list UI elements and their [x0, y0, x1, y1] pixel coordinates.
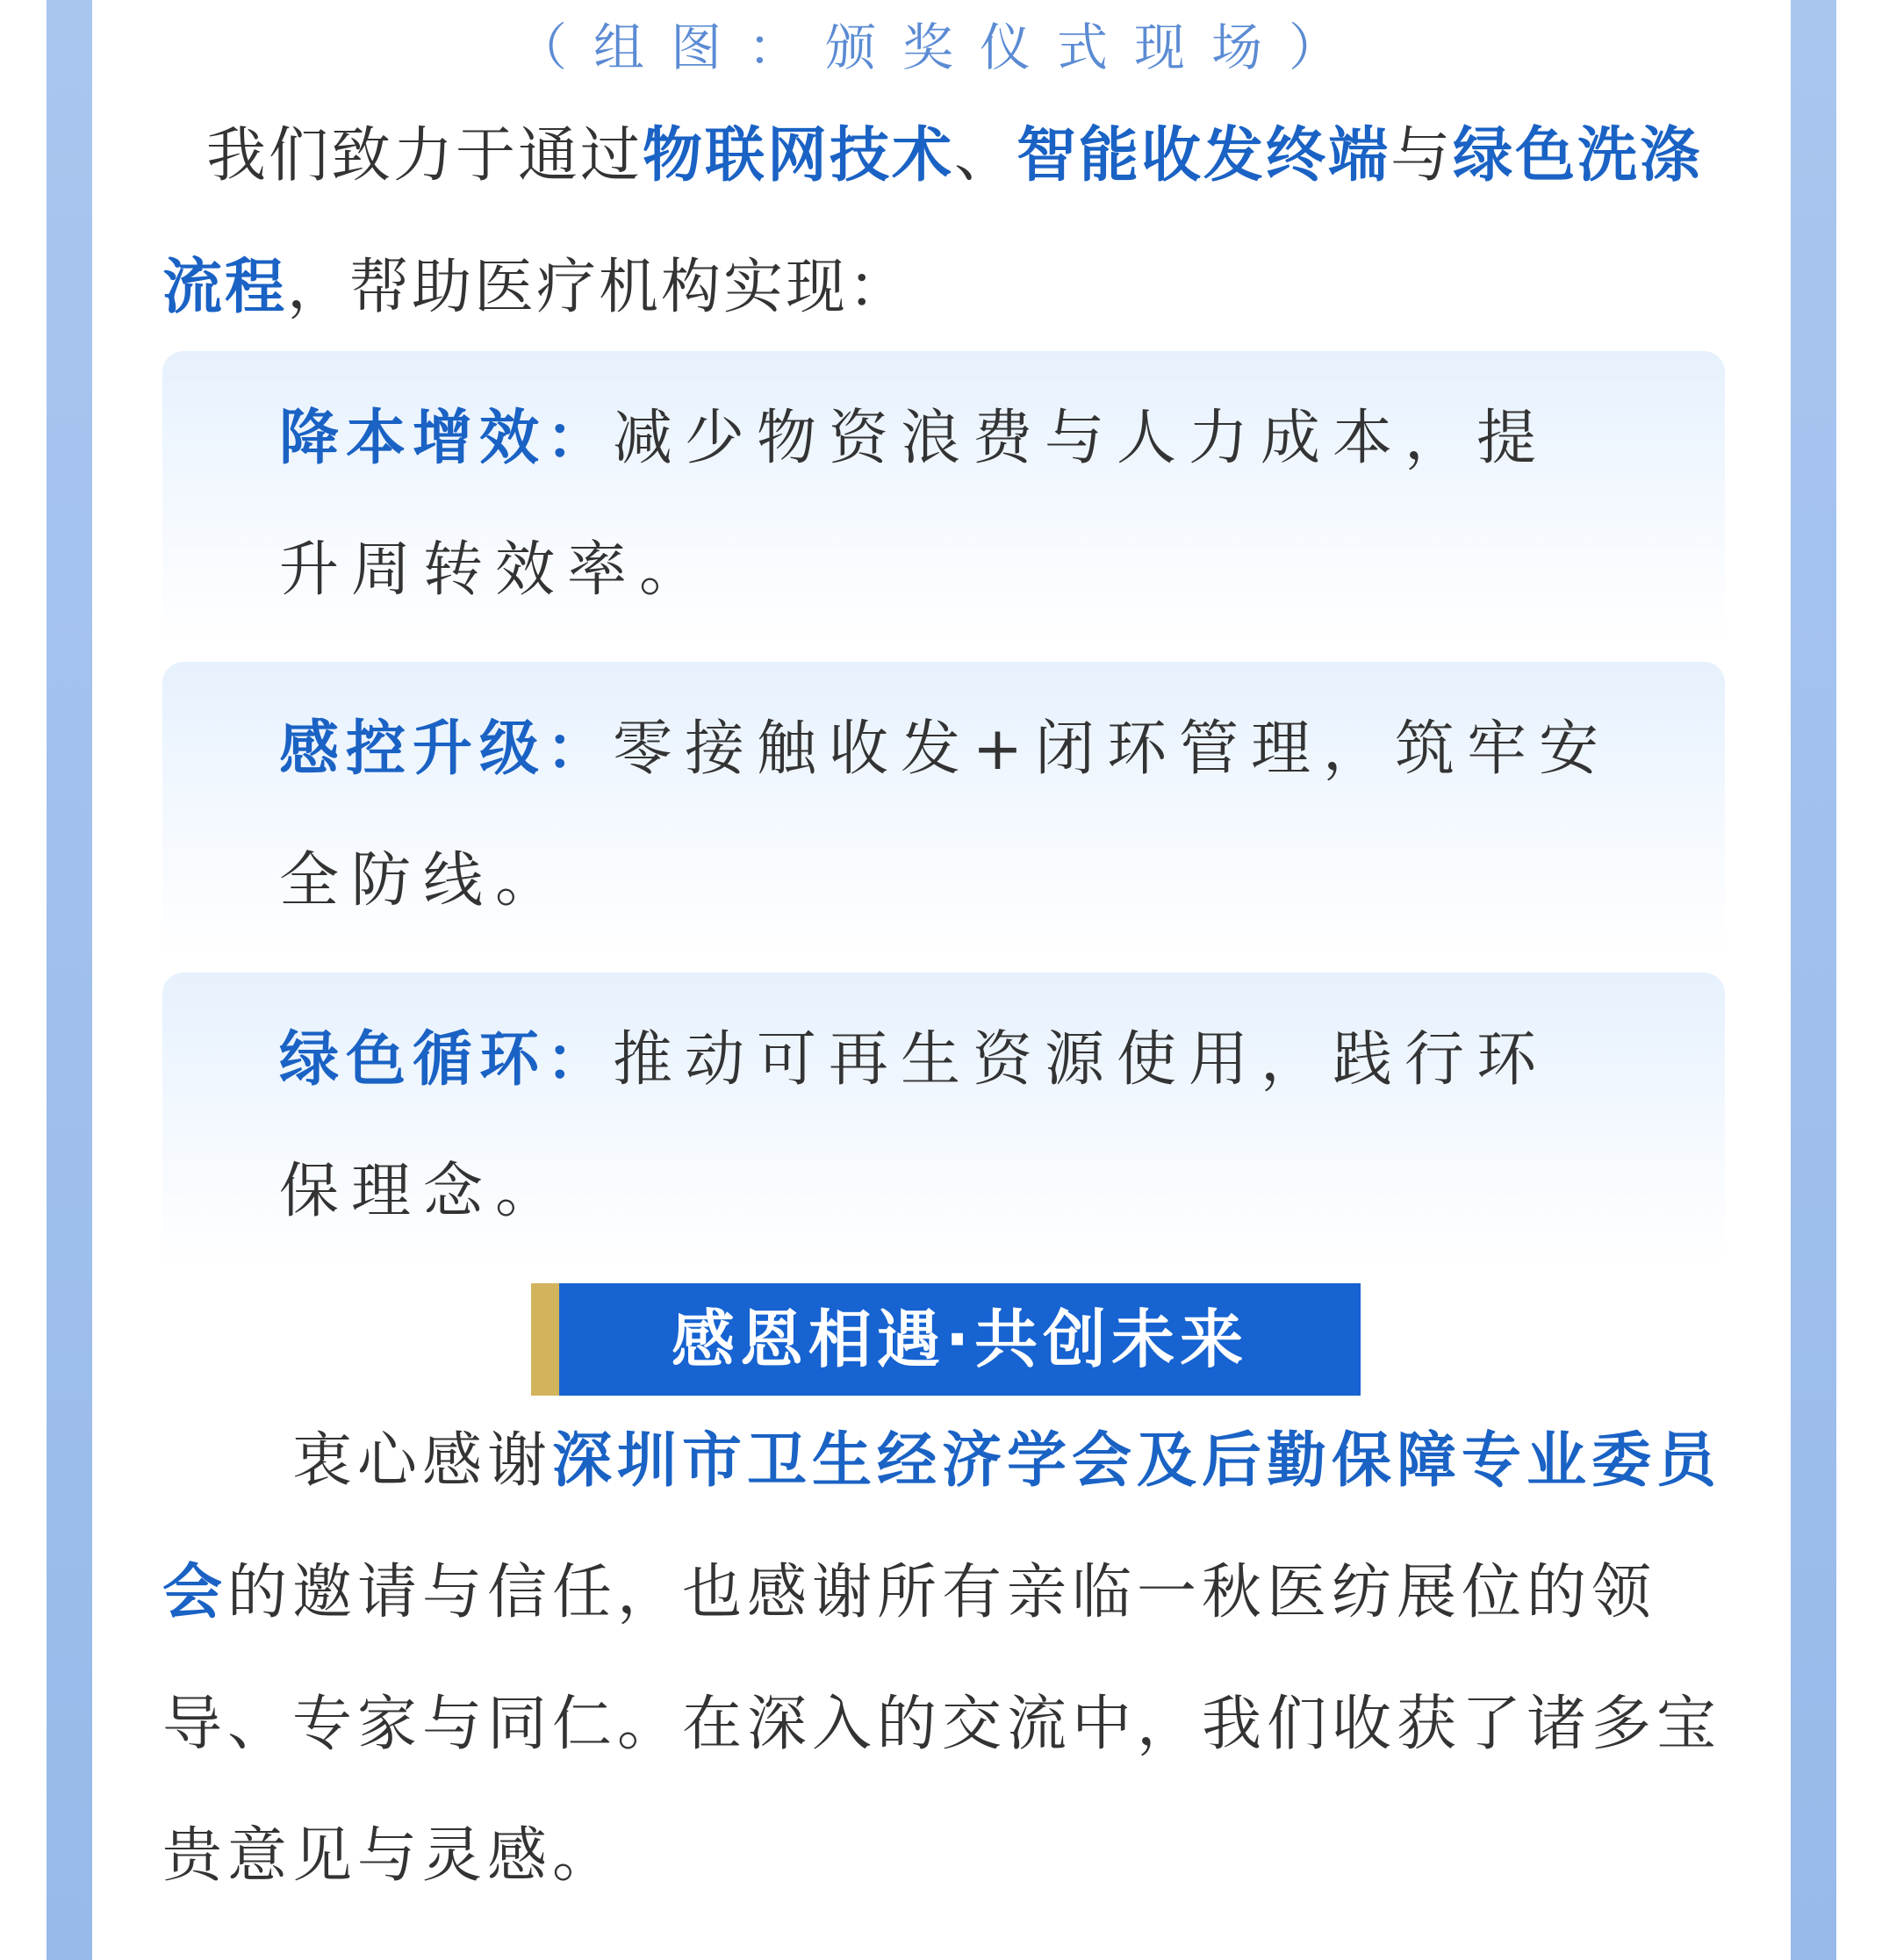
benefit-card-body: 减少物资浪费与人力成本，提升周转效率。 — [279, 404, 1549, 605]
banner-title: 感恩相遇·共创未来 — [671, 1303, 1249, 1376]
benefit-card-text — [279, 684, 1611, 947]
photo-caption: （组图：颁奖仪式现场） — [515, 18, 1366, 77]
thanks-text: 衷心感谢 — [292, 1426, 553, 1496]
benefit-card-text — [279, 373, 1611, 636]
intro-highlight-iot: 物联网技术 — [643, 121, 955, 190]
intro-text: 我们致力于通过 — [206, 121, 643, 190]
right-decor-bar — [1791, 0, 1836, 1960]
intro-text: 与 — [1390, 121, 1454, 190]
thanks-paragraph — [162, 1396, 1725, 1922]
benefit-card-text — [279, 994, 1611, 1258]
benefit-card-title: 感控升级： — [279, 714, 614, 784]
left-decor-bar — [47, 0, 92, 1960]
banner-accent-stripe — [531, 1283, 559, 1396]
thanks-highlight-organization: 深圳市卫生经济学会及后勤保障专业委员会 — [162, 1426, 1722, 1627]
intro-highlight-washing: 绿色洗涤流程 — [162, 121, 1703, 322]
benefit-card-title: 降本增效： — [279, 404, 614, 473]
benefit-card-title: 绿色循环： — [279, 1025, 614, 1095]
benefit-card-infection-control — [162, 662, 1725, 960]
section-banner — [531, 1283, 1361, 1396]
intro-highlight-terminal: 智能收发终端 — [1016, 121, 1391, 190]
benefit-card-green-cycle — [162, 973, 1725, 1271]
intro-text: 、 — [954, 121, 1017, 190]
intro-text: ，帮助医疗机构实现： — [287, 253, 911, 322]
benefit-card-body: 零接触收发+闭环管理，筑牢安全防线。 — [279, 714, 1611, 915]
benefit-card-cost — [162, 351, 1725, 650]
thanks-text: 的邀请与信任，也感谢所有亲临一秋医纺展位的领导、专家与同仁。在深入的交流中，我们收获了诸多宝贵意见与灵感。 — [162, 1558, 1722, 1891]
intro-paragraph — [162, 90, 1725, 354]
benefit-card-body: 推动可再生资源使用，践行环保理念。 — [279, 1025, 1549, 1226]
